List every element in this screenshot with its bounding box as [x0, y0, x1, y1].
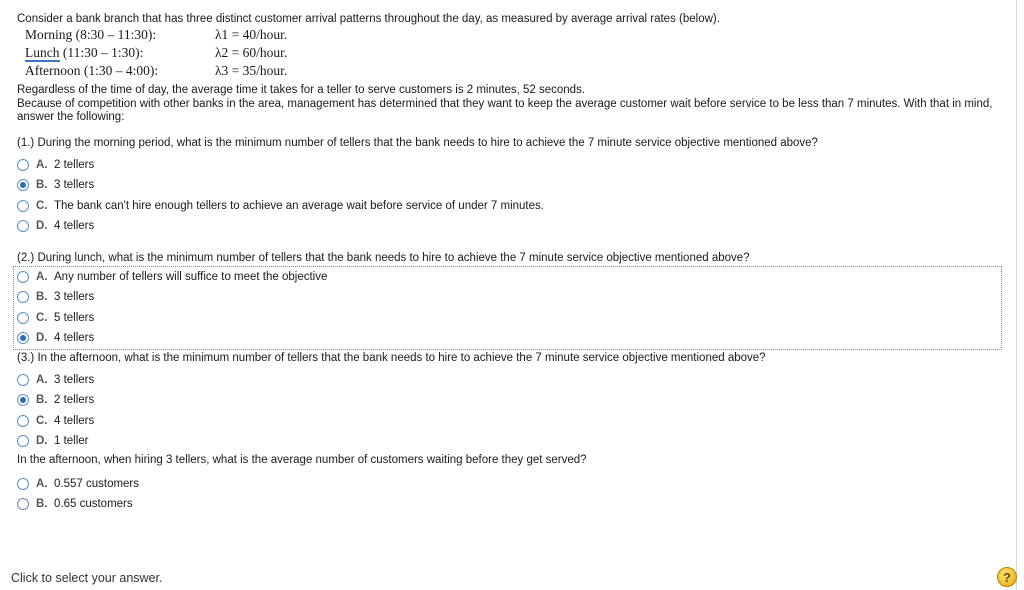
- option-letter: A.: [36, 373, 48, 386]
- q2-option-d[interactable]: [17, 328, 1001, 349]
- option-text: 3 tellers: [54, 373, 95, 386]
- question-4-text: In the afternoon, when hiring 3 tellers, what is the average number of customers waiting before they get served?: [17, 453, 587, 466]
- intro-text: Consider a bank branch that has three distinct customer arrival patterns throughout the day, as measured by average arrival rates (below).: [17, 13, 720, 25]
- option-text: 5 tellers: [54, 311, 95, 324]
- radio-selected-icon[interactable]: [17, 332, 29, 344]
- rate-row-morning: [25, 26, 1007, 44]
- option-letter: C.: [36, 199, 48, 212]
- q1-option-a[interactable]: [17, 155, 1007, 176]
- rate-value: λ3 = 35/hour.: [215, 63, 288, 78]
- option-text: 0.557 customers: [54, 477, 140, 490]
- q1-option-b[interactable]: [17, 175, 1007, 196]
- q4-option-b[interactable]: [17, 494, 1007, 515]
- service-time-text: Regardless of the time of day, the average time it takes for a teller to serve customers is 2 minutes, 52 seconds.: [17, 84, 586, 96]
- radio-icon[interactable]: [17, 374, 29, 386]
- rate-period: Afternoon (1:30 – 4:00):: [25, 63, 159, 78]
- q2-option-a[interactable]: [17, 267, 1001, 288]
- q2-option-c[interactable]: [17, 308, 1001, 329]
- objective-text: Because of competition with other banks in the area, management has determined that they want to keep the average customer wait before service to be less than 7 minutes. With that in mind, answer the following:: [17, 97, 993, 123]
- radio-icon[interactable]: [17, 312, 29, 324]
- option-letter: B.: [36, 498, 48, 511]
- question-3-text: (3.) In the afternoon, what is the minimum number of tellers that the bank needs to hire to achieve the 7 minute service objective mentioned above?: [17, 351, 766, 364]
- arrival-rates: [25, 26, 1007, 80]
- question-1-text: (1.) During the morning period, what is the minimum number of tellers that the bank needs to hire to achieve the 7 minute service objective mentioned above?: [17, 136, 818, 149]
- radio-selected-icon[interactable]: [17, 394, 29, 406]
- option-text: 2 tellers: [54, 158, 95, 171]
- option-letter: B.: [36, 291, 48, 304]
- option-letter: B.: [36, 394, 48, 407]
- question-2-text: (2.) During lunch, what is the minimum number of tellers that the bank needs to hire to achieve the 7 minute service objective mentioned above?: [17, 251, 750, 264]
- radio-icon[interactable]: [17, 220, 29, 232]
- rate-period: Morning (8:30 – 11:30):: [25, 27, 157, 42]
- radio-icon[interactable]: [17, 159, 29, 171]
- q2-options-box: [13, 266, 1002, 350]
- option-letter: D.: [36, 435, 48, 448]
- option-text: 4 tellers: [54, 220, 95, 233]
- option-text: 3 tellers: [54, 179, 95, 192]
- option-text: 4 tellers: [54, 414, 95, 427]
- option-text: Any number of tellers will suffice to meet the objective: [54, 270, 328, 283]
- q3-option-a[interactable]: [17, 370, 1007, 391]
- lunch-time: (11:30 – 1:30):: [59, 45, 144, 60]
- option-letter: A.: [36, 158, 48, 171]
- rate-value: λ1 = 40/hour.: [215, 27, 288, 42]
- option-letter: D.: [36, 220, 48, 233]
- rate-period: [25, 44, 215, 62]
- option-text: 4 tellers: [54, 332, 95, 345]
- option-text: 3 tellers: [54, 291, 95, 304]
- option-letter: D.: [36, 332, 48, 345]
- radio-icon[interactable]: [17, 291, 29, 303]
- radio-icon[interactable]: [17, 271, 29, 283]
- q4-option-a[interactable]: [17, 474, 1007, 495]
- lunch-word: Lunch: [25, 45, 60, 60]
- radio-icon[interactable]: [17, 415, 29, 427]
- option-letter: C.: [36, 311, 48, 324]
- option-text: 2 tellers: [54, 394, 95, 407]
- option-letter: A.: [36, 477, 48, 490]
- q3-option-c[interactable]: [17, 411, 1007, 432]
- q2-option-b[interactable]: [17, 287, 1001, 308]
- radio-icon[interactable]: [17, 478, 29, 490]
- help-icon[interactable]: ?: [997, 567, 1017, 587]
- q3-option-b[interactable]: [17, 390, 1007, 411]
- radio-icon[interactable]: [17, 435, 29, 447]
- option-letter: C.: [36, 414, 48, 427]
- radio-selected-icon[interactable]: [17, 179, 29, 191]
- q1-option-d[interactable]: [17, 216, 1007, 237]
- rate-value: λ2 = 60/hour.: [215, 45, 288, 60]
- q1-option-c[interactable]: [17, 196, 1007, 217]
- option-letter: B.: [36, 179, 48, 192]
- option-letter: A.: [36, 270, 48, 283]
- rate-row-lunch: [25, 44, 1007, 62]
- option-text: 1 teller: [54, 435, 89, 448]
- rate-row-afternoon: [25, 62, 1007, 80]
- option-text: The bank can't hire enough tellers to achieve an average wait before service of under 7 minutes.: [54, 199, 544, 212]
- radio-icon[interactable]: [17, 498, 29, 510]
- option-text: 0.65 customers: [54, 498, 133, 511]
- status-text: Click to select your answer.: [11, 571, 163, 585]
- radio-icon[interactable]: [17, 200, 29, 212]
- q3-option-d[interactable]: [17, 431, 1007, 452]
- question-content: [17, 12, 1007, 515]
